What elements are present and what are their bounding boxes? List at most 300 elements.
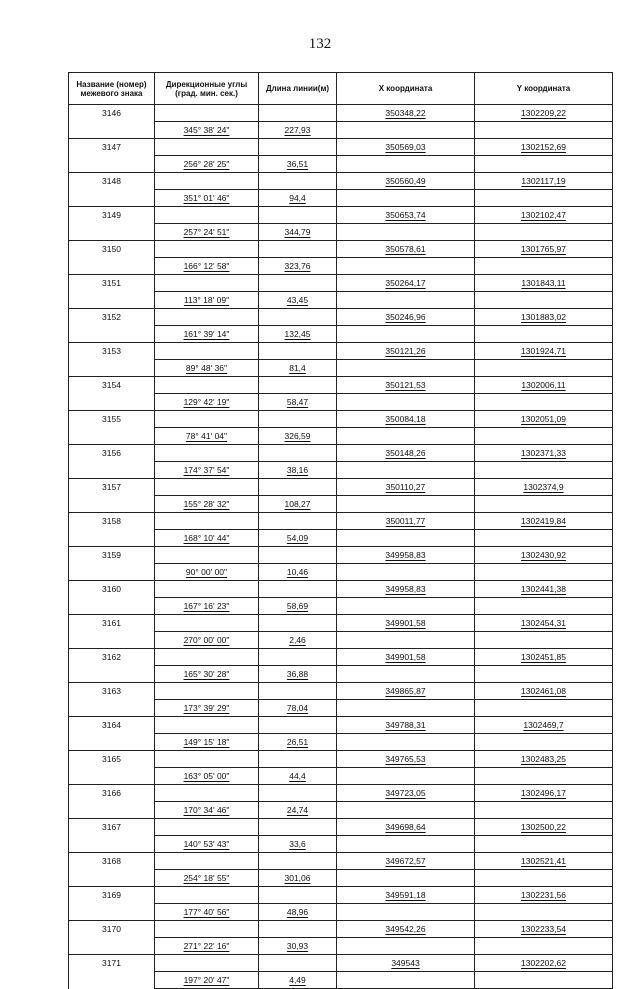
- direction-angle: 174° 37' 54": [155, 462, 259, 479]
- line-length: 4,49: [259, 972, 337, 989]
- length-cell-empty: [259, 241, 337, 258]
- table-row: [69, 156, 613, 173]
- x-cell-empty: [337, 394, 475, 411]
- point-number: 3149: [69, 207, 155, 224]
- point-number-empty: [69, 666, 155, 683]
- y-coordinate: 1302441,38: [475, 581, 613, 598]
- x-coordinate: 350348,22: [337, 105, 475, 122]
- table-row: [69, 768, 613, 785]
- point-number-empty: [69, 904, 155, 921]
- point-number: 3169: [69, 887, 155, 904]
- angle-cell-empty: [155, 275, 259, 292]
- line-length: 58,47: [259, 394, 337, 411]
- y-coordinate: 1302231,56: [475, 887, 613, 904]
- table-row: [69, 870, 613, 887]
- length-cell-empty: [259, 309, 337, 326]
- line-length: 36,88: [259, 666, 337, 683]
- point-number-empty: [69, 870, 155, 887]
- line-length: 30,93: [259, 938, 337, 955]
- length-cell-empty: [259, 717, 337, 734]
- point-number-empty: [69, 258, 155, 275]
- point-number-empty: [69, 632, 155, 649]
- table-row: [69, 173, 613, 190]
- point-number: 3146: [69, 105, 155, 122]
- line-length: 326,59: [259, 428, 337, 445]
- table-row: [69, 547, 613, 564]
- table-row: [69, 615, 613, 632]
- table-row: [69, 921, 613, 938]
- table-row: [69, 904, 613, 921]
- y-coordinate: 1302469,7: [475, 717, 613, 734]
- table-row: [69, 122, 613, 139]
- y-cell-empty: [475, 122, 613, 139]
- angle-cell-empty: [155, 887, 259, 904]
- table-row: [69, 139, 613, 156]
- x-cell-empty: [337, 530, 475, 547]
- table-row: [69, 887, 613, 904]
- angle-cell-empty: [155, 343, 259, 360]
- x-cell-empty: [337, 666, 475, 683]
- point-number-empty: [69, 972, 155, 989]
- table-row: [69, 564, 613, 581]
- table-row: [69, 377, 613, 394]
- angle-cell-empty: [155, 241, 259, 258]
- y-cell-empty: [475, 836, 613, 853]
- x-cell-empty: [337, 462, 475, 479]
- y-cell-empty: [475, 496, 613, 513]
- angle-cell-empty: [155, 139, 259, 156]
- x-cell-empty: [337, 326, 475, 343]
- point-number: 3155: [69, 411, 155, 428]
- angle-cell-empty: [155, 377, 259, 394]
- table-row: [69, 666, 613, 683]
- angle-cell-empty: [155, 479, 259, 496]
- table-row: [69, 207, 613, 224]
- direction-angle: 90° 00' 00": [155, 564, 259, 581]
- direction-angle: 168° 10' 44": [155, 530, 259, 547]
- x-coordinate: 350148,26: [337, 445, 475, 462]
- point-number-empty: [69, 360, 155, 377]
- length-cell-empty: [259, 649, 337, 666]
- x-cell-empty: [337, 938, 475, 955]
- line-length: 94,4: [259, 190, 337, 207]
- length-cell-empty: [259, 479, 337, 496]
- y-coordinate: 1302483,25: [475, 751, 613, 768]
- x-coordinate: 349901,58: [337, 615, 475, 632]
- length-cell-empty: [259, 887, 337, 904]
- direction-angle: 113° 18' 09": [155, 292, 259, 309]
- line-length: 44,4: [259, 768, 337, 785]
- page-number: 132: [308, 36, 332, 52]
- y-coordinate: 1302451,85: [475, 649, 613, 666]
- x-coordinate: 350578,61: [337, 241, 475, 258]
- point-number-empty: [69, 224, 155, 241]
- table-row: [69, 428, 613, 445]
- x-coordinate: 350011,77: [337, 513, 475, 530]
- y-coordinate: 1301924,71: [475, 343, 613, 360]
- y-cell-empty: [475, 462, 613, 479]
- point-number-empty: [69, 496, 155, 513]
- point-number: 3164: [69, 717, 155, 734]
- x-cell-empty: [337, 734, 475, 751]
- table-row: [69, 496, 613, 513]
- point-number: 3162: [69, 649, 155, 666]
- y-coordinate: 1302521,41: [475, 853, 613, 870]
- length-cell-empty: [259, 377, 337, 394]
- x-cell-empty: [337, 258, 475, 275]
- y-coordinate: 1302371,33: [475, 445, 613, 462]
- line-length: 58,69: [259, 598, 337, 615]
- x-coordinate: 350264,17: [337, 275, 475, 292]
- length-cell-empty: [259, 853, 337, 870]
- x-cell-empty: [337, 156, 475, 173]
- point-number: 3148: [69, 173, 155, 190]
- header-y: Y координата: [475, 73, 613, 105]
- point-number-empty: [69, 768, 155, 785]
- y-cell-empty: [475, 156, 613, 173]
- direction-angle: 170° 34' 46": [155, 802, 259, 819]
- length-cell-empty: [259, 343, 337, 360]
- point-number: 3157: [69, 479, 155, 496]
- x-coordinate: 350121,26: [337, 343, 475, 360]
- point-number-empty: [69, 122, 155, 139]
- direction-angle: 167° 16' 23": [155, 598, 259, 615]
- line-length: 301,06: [259, 870, 337, 887]
- angle-cell-empty: [155, 445, 259, 462]
- x-cell-empty: [337, 598, 475, 615]
- table-row: [69, 190, 613, 207]
- y-cell-empty: [475, 802, 613, 819]
- angle-cell-empty: [155, 955, 259, 972]
- x-coordinate: 349958,83: [337, 581, 475, 598]
- angle-cell-empty: [155, 105, 259, 122]
- line-length: 54,09: [259, 530, 337, 547]
- header-x: X координата: [337, 73, 475, 105]
- x-coordinate: 349698,64: [337, 819, 475, 836]
- table-row: [69, 649, 613, 666]
- x-coordinate: 349723,05: [337, 785, 475, 802]
- point-number: 3163: [69, 683, 155, 700]
- y-coordinate: 1301765,97: [475, 241, 613, 258]
- x-coordinate: 349765,53: [337, 751, 475, 768]
- x-cell-empty: [337, 904, 475, 921]
- x-cell-empty: [337, 360, 475, 377]
- point-number: 3171: [69, 955, 155, 972]
- point-number: 3153: [69, 343, 155, 360]
- line-length: 344,79: [259, 224, 337, 241]
- direction-angle: 197° 20' 47": [155, 972, 259, 989]
- direction-angle: 161° 39' 14": [155, 326, 259, 343]
- angle-cell-empty: [155, 717, 259, 734]
- direction-angle: 173° 39' 29": [155, 700, 259, 717]
- header-angle: Дирекционные углы (град. мин. сек.): [155, 73, 259, 105]
- table-row: [69, 785, 613, 802]
- table-row: [69, 394, 613, 411]
- direction-angle: 78° 41' 04": [155, 428, 259, 445]
- table-row: [69, 479, 613, 496]
- x-cell-empty: [337, 836, 475, 853]
- x-cell-empty: [337, 870, 475, 887]
- x-coordinate: 350121,53: [337, 377, 475, 394]
- x-coordinate: 350084,18: [337, 411, 475, 428]
- y-coordinate: 1302006,11: [475, 377, 613, 394]
- x-cell-empty: [337, 496, 475, 513]
- point-number-empty: [69, 462, 155, 479]
- point-number: 3147: [69, 139, 155, 156]
- y-coordinate: 1302419,84: [475, 513, 613, 530]
- x-coordinate: 350560,49: [337, 173, 475, 190]
- angle-cell-empty: [155, 581, 259, 598]
- table-row: [69, 717, 613, 734]
- table-row: [69, 445, 613, 462]
- angle-cell-empty: [155, 207, 259, 224]
- angle-cell-empty: [155, 785, 259, 802]
- line-length: 43,45: [259, 292, 337, 309]
- direction-angle: 351° 01' 46": [155, 190, 259, 207]
- table-row: [69, 802, 613, 819]
- y-cell-empty: [475, 258, 613, 275]
- point-number: 3151: [69, 275, 155, 292]
- table-row: [69, 836, 613, 853]
- y-cell-empty: [475, 870, 613, 887]
- point-number-empty: [69, 836, 155, 853]
- table-row: [69, 700, 613, 717]
- table-row: [69, 309, 613, 326]
- line-length: 132,45: [259, 326, 337, 343]
- angle-cell-empty: [155, 819, 259, 836]
- direction-angle: 165° 30' 28": [155, 666, 259, 683]
- direction-angle: 345° 38' 24": [155, 122, 259, 139]
- direction-angle: 129° 42' 19": [155, 394, 259, 411]
- point-number-empty: [69, 292, 155, 309]
- x-cell-empty: [337, 768, 475, 785]
- table-row: [69, 683, 613, 700]
- table-row: [69, 819, 613, 836]
- x-coordinate: 349865,87: [337, 683, 475, 700]
- direction-angle: 271° 22' 16": [155, 938, 259, 955]
- x-coordinate: 349672,57: [337, 853, 475, 870]
- length-cell-empty: [259, 547, 337, 564]
- x-coordinate: 349901,58: [337, 649, 475, 666]
- direction-angle: 89° 48' 36": [155, 360, 259, 377]
- x-coordinate: 350653,74: [337, 207, 475, 224]
- line-length: 78,04: [259, 700, 337, 717]
- header-name: Название (номер) межевого знака: [69, 73, 155, 105]
- table-header-row: [69, 73, 613, 105]
- direction-angle: 140° 53' 43": [155, 836, 259, 853]
- length-cell-empty: [259, 683, 337, 700]
- direction-angle: 166° 12' 58": [155, 258, 259, 275]
- y-cell-empty: [475, 292, 613, 309]
- angle-cell-empty: [155, 547, 259, 564]
- length-cell-empty: [259, 139, 337, 156]
- angle-cell-empty: [155, 173, 259, 190]
- point-number-empty: [69, 156, 155, 173]
- table-row: [69, 598, 613, 615]
- x-coordinate: 350110,27: [337, 479, 475, 496]
- line-length: 26,51: [259, 734, 337, 751]
- y-coordinate: 1302430,92: [475, 547, 613, 564]
- x-cell-empty: [337, 972, 475, 989]
- x-cell-empty: [337, 292, 475, 309]
- table-row: [69, 258, 613, 275]
- point-number: 3160: [69, 581, 155, 598]
- direction-angle: 163° 05' 00": [155, 768, 259, 785]
- x-cell-empty: [337, 802, 475, 819]
- x-cell-empty: [337, 428, 475, 445]
- line-length: 38,16: [259, 462, 337, 479]
- x-cell-empty: [337, 564, 475, 581]
- angle-cell-empty: [155, 411, 259, 428]
- length-cell-empty: [259, 785, 337, 802]
- y-cell-empty: [475, 224, 613, 241]
- angle-cell-empty: [155, 615, 259, 632]
- point-number-empty: [69, 190, 155, 207]
- length-cell-empty: [259, 581, 337, 598]
- point-number-empty: [69, 700, 155, 717]
- angle-cell-empty: [155, 309, 259, 326]
- direction-angle: 149° 15' 18": [155, 734, 259, 751]
- direction-angle: 254° 18' 55": [155, 870, 259, 887]
- length-cell-empty: [259, 445, 337, 462]
- y-coordinate: 1302454,31: [475, 615, 613, 632]
- point-number-empty: [69, 802, 155, 819]
- point-number-empty: [69, 564, 155, 581]
- length-cell-empty: [259, 921, 337, 938]
- x-coordinate: 349543: [337, 955, 475, 972]
- point-number: 3150: [69, 241, 155, 258]
- point-number-empty: [69, 734, 155, 751]
- length-cell-empty: [259, 819, 337, 836]
- y-cell-empty: [475, 190, 613, 207]
- point-number: 3167: [69, 819, 155, 836]
- table-row: [69, 462, 613, 479]
- y-cell-empty: [475, 564, 613, 581]
- point-number: 3165: [69, 751, 155, 768]
- angle-cell-empty: [155, 921, 259, 938]
- length-cell-empty: [259, 615, 337, 632]
- line-length: 227,93: [259, 122, 337, 139]
- table-row: [69, 632, 613, 649]
- line-length: 81,4: [259, 360, 337, 377]
- point-number-empty: [69, 938, 155, 955]
- table-row: [69, 105, 613, 122]
- direction-angle: 270° 00' 00": [155, 632, 259, 649]
- table-row: [69, 326, 613, 343]
- y-cell-empty: [475, 598, 613, 615]
- header-length: Длина линии(м): [259, 73, 337, 105]
- y-coordinate: 1302152,69: [475, 139, 613, 156]
- y-cell-empty: [475, 360, 613, 377]
- y-cell-empty: [475, 666, 613, 683]
- line-length: 2,46: [259, 632, 337, 649]
- table-row: [69, 938, 613, 955]
- table-row: [69, 751, 613, 768]
- y-cell-empty: [475, 904, 613, 921]
- point-number-empty: [69, 598, 155, 615]
- y-cell-empty: [475, 428, 613, 445]
- point-number: 3156: [69, 445, 155, 462]
- length-cell-empty: [259, 513, 337, 530]
- x-coordinate: 349542,26: [337, 921, 475, 938]
- table-row: [69, 972, 613, 989]
- y-coordinate: 1301843,11: [475, 275, 613, 292]
- table-row: [69, 530, 613, 547]
- line-length: 323,76: [259, 258, 337, 275]
- y-cell-empty: [475, 632, 613, 649]
- table-row: [69, 343, 613, 360]
- y-cell-empty: [475, 768, 613, 785]
- table-row: [69, 275, 613, 292]
- x-cell-empty: [337, 122, 475, 139]
- point-number: 3158: [69, 513, 155, 530]
- table-row: [69, 360, 613, 377]
- table-row: [69, 853, 613, 870]
- y-coordinate: 1302202,62: [475, 955, 613, 972]
- length-cell-empty: [259, 751, 337, 768]
- length-cell-empty: [259, 207, 337, 224]
- y-cell-empty: [475, 734, 613, 751]
- direction-angle: 257° 24' 51": [155, 224, 259, 241]
- y-coordinate: 1302461,08: [475, 683, 613, 700]
- x-coordinate: 349591,18: [337, 887, 475, 904]
- length-cell-empty: [259, 105, 337, 122]
- table-row: [69, 513, 613, 530]
- point-number: 3166: [69, 785, 155, 802]
- x-cell-empty: [337, 224, 475, 241]
- y-cell-empty: [475, 326, 613, 343]
- angle-cell-empty: [155, 513, 259, 530]
- y-coordinate: 1302051,09: [475, 411, 613, 428]
- point-number-empty: [69, 530, 155, 547]
- y-cell-empty: [475, 700, 613, 717]
- angle-cell-empty: [155, 683, 259, 700]
- table-row: [69, 224, 613, 241]
- y-cell-empty: [475, 938, 613, 955]
- line-length: 108,27: [259, 496, 337, 513]
- point-number-empty: [69, 326, 155, 343]
- length-cell-empty: [259, 955, 337, 972]
- x-coordinate: 350246,96: [337, 309, 475, 326]
- y-cell-empty: [475, 394, 613, 411]
- line-length: 36,51: [259, 156, 337, 173]
- direction-angle: 177° 40' 56": [155, 904, 259, 921]
- table-row: [69, 581, 613, 598]
- x-cell-empty: [337, 190, 475, 207]
- point-number: 3152: [69, 309, 155, 326]
- point-number: 3161: [69, 615, 155, 632]
- direction-angle: 155° 28' 32": [155, 496, 259, 513]
- line-length: 48,96: [259, 904, 337, 921]
- table-row: [69, 241, 613, 258]
- point-number: 3159: [69, 547, 155, 564]
- table-row: [69, 955, 613, 972]
- x-coordinate: 350569,03: [337, 139, 475, 156]
- x-coordinate: 349788,31: [337, 717, 475, 734]
- y-cell-empty: [475, 530, 613, 547]
- angle-cell-empty: [155, 853, 259, 870]
- table-row: [69, 734, 613, 751]
- line-length: 33,6: [259, 836, 337, 853]
- y-coordinate: 1302209,22: [475, 105, 613, 122]
- point-number: 3168: [69, 853, 155, 870]
- length-cell-empty: [259, 173, 337, 190]
- y-coordinate: 1302496,17: [475, 785, 613, 802]
- x-cell-empty: [337, 632, 475, 649]
- y-coordinate: 1302102,47: [475, 207, 613, 224]
- length-cell-empty: [259, 411, 337, 428]
- point-number: 3170: [69, 921, 155, 938]
